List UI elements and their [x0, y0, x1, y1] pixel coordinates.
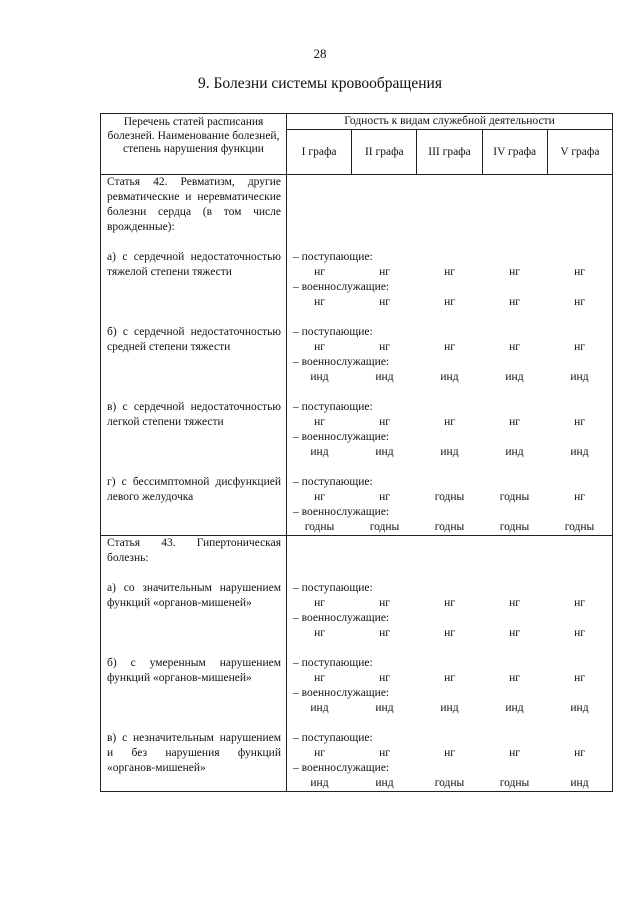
- fitness-header-group: [287, 114, 612, 174]
- values-row: [287, 626, 612, 641]
- article-42-section: [101, 175, 612, 536]
- value-cell: инд: [505, 371, 524, 383]
- values-row: [287, 746, 612, 761]
- value-cell: инд: [375, 446, 394, 458]
- fitness-header: Годность к видам служебной деятельности: [287, 114, 612, 130]
- applicants-label: – поступающие:: [293, 657, 373, 669]
- applicants-label: – поступающие:: [293, 326, 373, 338]
- value-cell: нг: [574, 341, 585, 353]
- article-42-text-column: [101, 175, 287, 535]
- value-cell: инд: [375, 371, 394, 383]
- value-cell: нг: [509, 672, 520, 684]
- value-cell: годны: [434, 491, 465, 503]
- value-cell: нг: [314, 491, 325, 503]
- applicants-label: – поступающие:: [293, 732, 373, 744]
- value-cell: нг: [379, 627, 390, 639]
- column-header: I графа: [287, 130, 352, 174]
- values-row: [287, 520, 612, 535]
- servicemen-label: – военнослужащие:: [293, 687, 390, 699]
- value-cell: нг: [509, 416, 520, 428]
- value-cell: нг: [379, 672, 390, 684]
- fitness-table: [100, 113, 613, 792]
- value-cell: нг: [314, 266, 325, 278]
- value-cell: годны: [434, 521, 465, 533]
- value-cell: годны: [499, 491, 530, 503]
- value-cell: нг: [509, 627, 520, 639]
- value-cell: нг: [574, 491, 585, 503]
- condition-text: б) с умеренным нарушением функций «органов-мишеней»: [107, 657, 281, 684]
- value-cell: годны: [369, 521, 400, 533]
- applicants-label: – поступающие:: [293, 582, 373, 594]
- value-cell: нг: [379, 266, 390, 278]
- column-header: IV графа: [483, 130, 548, 174]
- value-cell: нг: [574, 597, 585, 609]
- value-cell: инд: [310, 371, 329, 383]
- column-headers: [287, 130, 612, 174]
- value-cell: годны: [434, 777, 465, 789]
- value-cell: нг: [509, 747, 520, 759]
- values-row: [287, 776, 612, 791]
- column-header: II графа: [352, 130, 417, 174]
- value-cell: инд: [310, 446, 329, 458]
- value-cell: нг: [379, 747, 390, 759]
- value-cell: нг: [574, 627, 585, 639]
- values-row: [287, 340, 612, 355]
- value-cell: нг: [314, 627, 325, 639]
- value-cell: нг: [509, 341, 520, 353]
- value-cell: нг: [574, 266, 585, 278]
- value-cell: нг: [444, 266, 455, 278]
- condition-text: а) с сердечной недостаточностью тяжелой степени тяжести: [107, 251, 281, 278]
- value-cell: нг: [379, 597, 390, 609]
- value-cell: нг: [444, 597, 455, 609]
- value-cell: нг: [509, 266, 520, 278]
- value-cell: инд: [505, 702, 524, 714]
- article-43-section: [101, 536, 612, 791]
- value-cell: нг: [379, 296, 390, 308]
- value-cell: нг: [444, 627, 455, 639]
- value-cell: нг: [444, 296, 455, 308]
- applicants-label: – поступающие:: [293, 401, 373, 413]
- condition-text: а) со значительным нарушением функций «органов-мишеней»: [107, 582, 281, 609]
- value-cell: инд: [310, 777, 329, 789]
- value-cell: нг: [574, 416, 585, 428]
- value-cell: нг: [444, 672, 455, 684]
- condition-text: б) с сердечной недостаточностью средней степени тяжести: [107, 326, 281, 353]
- values-row: [287, 295, 612, 310]
- servicemen-label: – военнослужащие:: [293, 506, 390, 518]
- servicemen-label: – военнослужащие:: [293, 431, 390, 443]
- value-cell: нг: [314, 296, 325, 308]
- value-cell: инд: [570, 371, 589, 383]
- value-cell: инд: [375, 777, 394, 789]
- value-cell: нг: [509, 296, 520, 308]
- section-heading: 9. Болезни системы кровообращения: [198, 75, 442, 92]
- values-row: [287, 701, 612, 716]
- value-cell: нг: [379, 341, 390, 353]
- value-cell: инд: [440, 446, 459, 458]
- value-cell: инд: [570, 777, 589, 789]
- value-cell: инд: [440, 371, 459, 383]
- condition-text: в) с сердечной недостаточностью легкой степени тяжести: [107, 401, 281, 428]
- values-row: [287, 490, 612, 505]
- value-cell: нг: [509, 597, 520, 609]
- page-number: 28: [313, 46, 327, 61]
- article-43-values-column: [287, 536, 612, 791]
- value-cell: нг: [379, 491, 390, 503]
- value-cell: инд: [505, 446, 524, 458]
- value-cell: нг: [574, 296, 585, 308]
- applicants-label: – поступающие:: [293, 476, 373, 488]
- value-cell: нг: [314, 416, 325, 428]
- condition-text: г) с бессимптомной дисфункцией левого желудочка: [107, 476, 281, 503]
- value-cell: годны: [499, 521, 530, 533]
- value-cell: годны: [564, 521, 595, 533]
- values-row: [287, 671, 612, 686]
- values-row: [287, 265, 612, 280]
- value-cell: нг: [379, 416, 390, 428]
- value-cell: годны: [304, 521, 335, 533]
- value-cell: нг: [314, 341, 325, 353]
- values-row: [287, 596, 612, 611]
- servicemen-label: – военнослужащие:: [293, 762, 390, 774]
- value-cell: нг: [444, 416, 455, 428]
- value-cell: нг: [574, 747, 585, 759]
- value-cell: годны: [499, 777, 530, 789]
- value-cell: нг: [314, 747, 325, 759]
- article-43-text-column: [101, 536, 287, 791]
- value-cell: инд: [570, 446, 589, 458]
- list-column-header: Перечень статей расписания болезней. Наименование болезней, степень нарушения функции: [101, 114, 287, 174]
- table-header: [101, 114, 612, 175]
- value-cell: нг: [314, 672, 325, 684]
- column-header: III графа: [417, 130, 482, 174]
- value-cell: инд: [570, 702, 589, 714]
- applicants-label: – поступающие:: [293, 251, 373, 263]
- servicemen-label: – военнослужащие:: [293, 612, 390, 624]
- value-cell: инд: [375, 702, 394, 714]
- value-cell: инд: [310, 702, 329, 714]
- value-cell: инд: [440, 702, 459, 714]
- article-title: Статья 43. Гипертоническая болезнь:: [107, 537, 281, 564]
- servicemen-label: – военнослужащие:: [293, 281, 390, 293]
- value-cell: нг: [444, 341, 455, 353]
- article-42-values-column: [287, 175, 612, 535]
- values-row: [287, 370, 612, 385]
- column-header: V графа: [560, 146, 600, 158]
- value-cell: нг: [314, 597, 325, 609]
- values-row: [287, 445, 612, 460]
- value-cell: нг: [574, 672, 585, 684]
- value-cell: нг: [444, 747, 455, 759]
- servicemen-label: – военнослужащие:: [293, 356, 390, 368]
- article-title: Статья 42. Ревматизм, другие ревматические и неревматические болезни сердца (в том числе врожденные):: [107, 176, 281, 233]
- condition-text: в) с незначительным нарушением и без нарушения функций «органов-мишеней»: [107, 732, 281, 774]
- values-row: [287, 415, 612, 430]
